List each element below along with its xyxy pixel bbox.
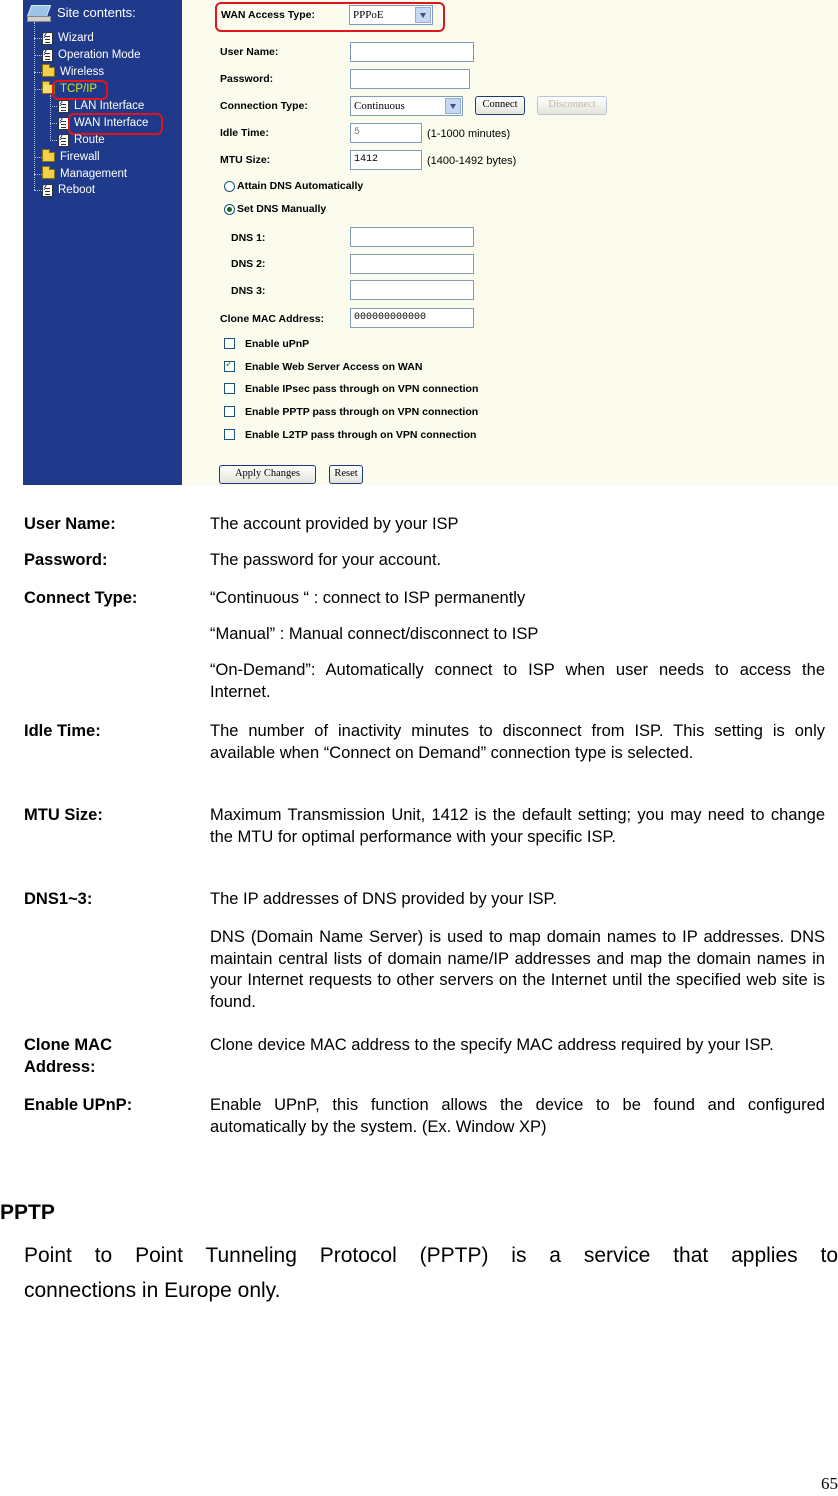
def-clone-mac: Clone device MAC address to the specify MAC address required by your ISP. [210,1036,774,1054]
dns1-input[interactable] [350,227,474,247]
site-contents-header [25,2,136,22]
password-input[interactable] [350,69,470,89]
def-connect-type-on-demand: “On-Demand”: Automatically connect to ISP when user needs to access the Internet. [210,661,825,701]
sidebar-item-label: Route [74,134,105,146]
sidebar-item-label: WAN Interface [74,117,149,129]
mtu-size-input[interactable]: 1412 [350,150,422,170]
page-icon [42,32,53,45]
page-icon [58,100,69,113]
sidebar-item-label: Wizard [58,32,94,44]
user-name-label: User Name: [220,46,279,58]
dns1-label: DNS 1: [231,232,266,244]
def-dns-explanation: DNS (Domain Name Server) is used to map domain names to IP addresses. DNS maintain central lists of domain name/IP addresses and map the domain names in your Internet requests to other servers on the Internet until the specified web site is found. [210,928,825,1011]
enable-pptp-label: Enable PPTP pass through on VPN connection [245,406,479,418]
term-password: Password: [24,551,108,569]
def-idle-time: The number of inactivity minutes to disconnect from ISP. This setting is only available when “Connect on Demand” connection type is selected. [210,722,825,762]
def-connect-type-continuous: “Continuous “ : connect to ISP permanently [210,589,526,607]
password-label: Password: [220,73,274,85]
clone-mac-input[interactable]: 000000000000 [350,308,474,328]
wan-access-type-label: WAN Access Type: [221,9,315,21]
mtu-size-label: MTU Size: [220,154,271,166]
enable-upnp-label: Enable uPnP [245,338,310,350]
term-mtu-size: MTU Size: [24,806,103,824]
pptp-description [24,1238,838,1308]
wan-access-type-select[interactable] [349,5,433,25]
def-user-name: The account provided by your ISP [210,515,459,533]
mtu-size-unit: (1400-1492 bytes) [427,155,517,167]
enable-l2tp-checkbox[interactable] [224,429,235,440]
sidebar-item-lan-interface[interactable] [58,98,144,114]
pptp-description-line2: connections in Europe only. [24,1279,281,1302]
term-enable-upnp: Enable UPnP: [24,1096,133,1114]
computer-icon [25,3,53,21]
sidebar-item-label: Reboot [58,184,96,196]
idle-time-label: Idle Time: [220,127,269,139]
sidebar-item-firewall[interactable] [42,149,100,165]
term-user-name: User Name: [24,515,116,533]
sidebar-item-label: Firewall [60,151,100,163]
idle-time-unit: (1-1000 minutes) [427,128,511,140]
sidebar-item-label: Management [60,168,128,180]
enable-upnp-checkbox[interactable] [224,338,235,349]
def-password: The password for your account. [210,551,442,569]
connection-type-label: Connection Type: [220,100,308,112]
dns3-label: DNS 3: [231,285,266,297]
enable-l2tp-label: Enable L2TP pass through on VPN connection [245,429,477,441]
folder-icon [42,67,55,77]
connection-type-select[interactable] [350,96,463,116]
enable-ipsec-label: Enable IPsec pass through on VPN connection [245,383,479,395]
sidebar-item-wireless[interactable] [42,64,104,80]
apply-changes-button[interactable]: Apply Changes [219,465,316,484]
sidebar-item-label: Operation Mode [58,49,141,61]
page-number: 65 [821,1474,838,1493]
folder-icon [42,169,55,179]
term-connect-type: Connect Type: [24,589,138,607]
chevron-down-icon [445,98,461,114]
chevron-down-icon [415,7,431,23]
disconnect-button[interactable]: Disconnect [537,96,607,115]
sidebar-item-route[interactable] [58,132,105,148]
dns3-input[interactable] [350,280,474,300]
pptp-heading: PPTP [0,1201,55,1224]
term-dns: DNS1~3: [24,890,93,908]
enable-web-server-checkbox[interactable] [224,361,235,372]
idle-time-input[interactable]: 5 [350,123,422,143]
clone-mac-label: Clone MAC Address: [220,313,325,325]
def-connect-type-manual: “Manual” : Manual connect/disconnect to ISP [210,625,539,643]
dns-auto-label: Attain DNS Automatically [237,180,364,192]
page-icon [42,184,53,197]
dns2-input[interactable] [350,254,474,274]
site-contents-title: Site contents: [57,4,136,20]
reset-button[interactable]: Reset [329,465,363,484]
sidebar-item-wizard[interactable] [42,30,94,46]
def-mtu-size: Maximum Transmission Unit, 1412 is the default setting; you may need to change the MTU for optimal performance with your specific ISP. [210,806,825,846]
user-name-input[interactable] [350,42,474,62]
page-icon [58,134,69,147]
site-contents-sidebar [23,0,182,485]
def-enable-upnp: Enable UPnP, this function allows the device to be found and configured automatically by the system. (Ex. Window XP) [210,1096,825,1136]
sidebar-item-reboot[interactable] [42,182,95,198]
term-idle-time: Idle Time: [24,722,101,740]
dns2-label: DNS 2: [231,258,266,270]
term-clone-mac-line2: Address: [24,1058,96,1076]
dns-manual-label: Set DNS Manually [237,203,327,215]
def-dns-addresses: The IP addresses of DNS provided by your ISP. [210,890,557,908]
sidebar-item-label: Wireless [60,66,105,78]
tcpip-highlight [52,80,108,100]
router-config-screenshot [23,0,838,485]
enable-web-server-label: Enable Web Server Access on WAN [245,361,423,373]
sidebar-item-label: LAN Interface [74,100,145,112]
dns-auto-radio[interactable] [224,181,235,192]
page-icon [42,49,53,62]
folder-icon [42,152,55,162]
pptp-description-line1: Point to Point Tunneling Protocol (PPTP) is a service that applies to [24,1244,838,1267]
wan-interface-form [182,0,838,485]
connection-type-value: Continuous [354,100,405,112]
sidebar-item-operation-mode[interactable] [42,47,140,63]
dns-manual-radio[interactable] [224,204,235,215]
enable-pptp-checkbox[interactable] [224,406,235,417]
enable-ipsec-checkbox[interactable] [224,383,235,394]
connect-button[interactable]: Connect [475,96,525,115]
sidebar-item-label: TCP/IP [60,83,98,95]
term-clone-mac-line1: Clone MAC [24,1036,112,1054]
wan-access-type-value: PPPoE [353,9,384,21]
sidebar-item-management[interactable] [42,166,127,182]
